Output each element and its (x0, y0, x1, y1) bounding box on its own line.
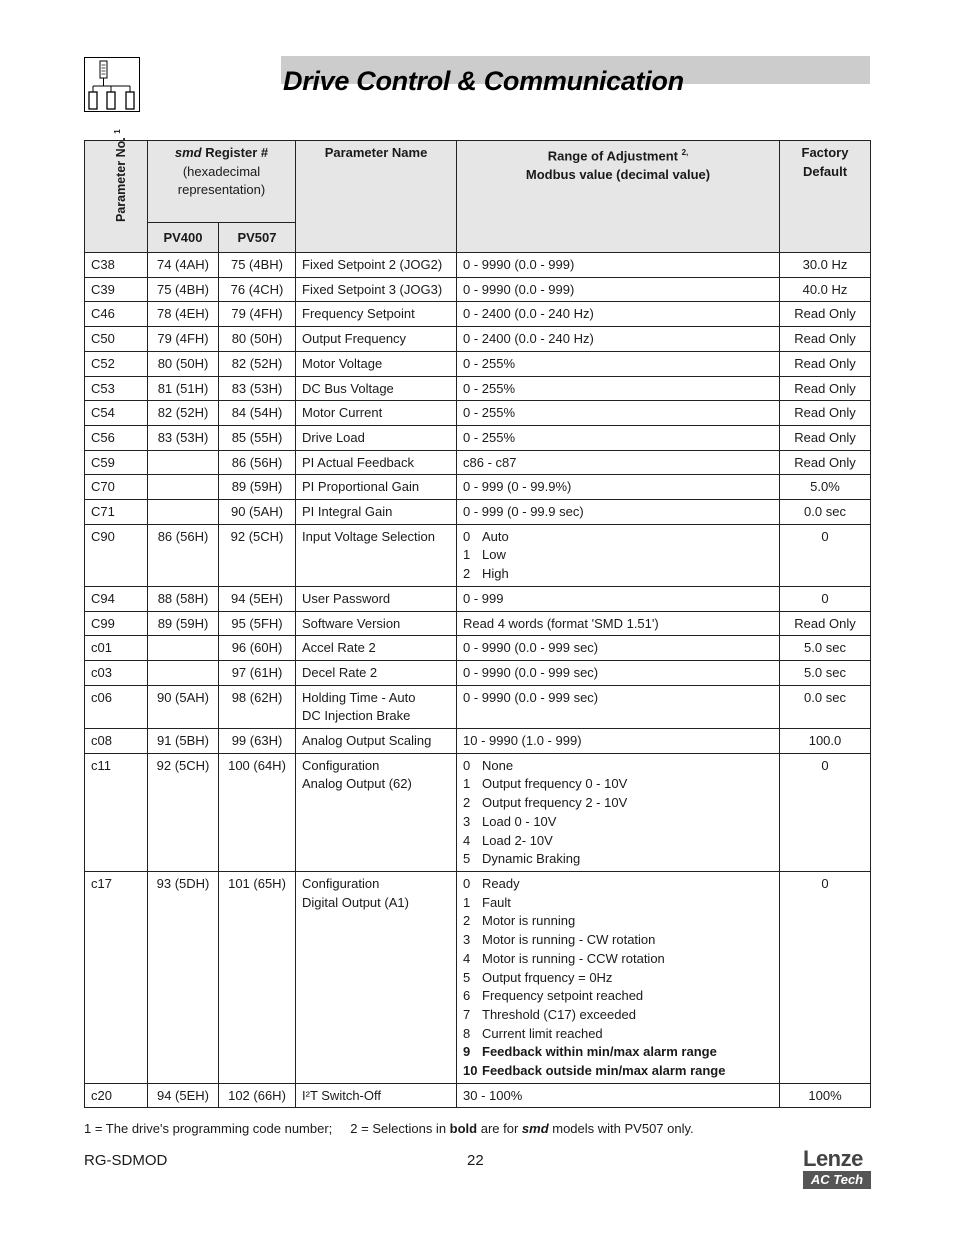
range-option: 4 Motor is running - CCW rotation (463, 950, 665, 966)
table-row (85, 253, 871, 278)
cell-factory-default: 30.0 Hz (780, 253, 871, 278)
range-line: 0 - 255% (463, 405, 516, 421)
table-row (85, 425, 871, 450)
cell-pv507: 75 (4BH) (219, 253, 296, 278)
cell-factory-default: Read Only (780, 376, 871, 401)
cell-pv507: 84 (54H) (219, 401, 296, 426)
range-line: 0 - 255% (463, 380, 516, 396)
cell-parameter-name (296, 871, 457, 1083)
range-line: 0 - 9990 (0.0 - 999) (463, 281, 575, 297)
cell-parameter-no: c17 (85, 871, 148, 1083)
parameter-name-line: Frequency Setpoint (302, 306, 415, 322)
range-option: 5 Dynamic Braking (463, 851, 581, 867)
cell-pv400 (148, 500, 219, 525)
cell-parameter-no: c11 (85, 753, 148, 871)
header-pv400: PV400 (148, 223, 219, 253)
cell-pv507: 98 (62H) (219, 685, 296, 728)
table-row (85, 611, 871, 636)
cell-range (457, 376, 780, 401)
cell-pv507: 96 (60H) (219, 636, 296, 661)
table-row (85, 660, 871, 685)
cell-pv507: 79 (4FH) (219, 302, 296, 327)
parameter-name-line: Accel Rate 2 (302, 640, 376, 656)
cell-pv507: 83 (53H) (219, 376, 296, 401)
table-row (85, 475, 871, 500)
cell-pv507: 95 (5FH) (219, 611, 296, 636)
parameter-table (84, 129, 871, 1108)
cell-parameter-name (296, 1083, 457, 1108)
range-option: 6 Frequency setpoint reached (463, 988, 644, 1004)
cell-pv400: 80 (50H) (148, 351, 219, 376)
cell-parameter-no: C70 (85, 475, 148, 500)
cell-range (457, 450, 780, 475)
cell-pv400: 92 (5CH) (148, 753, 219, 871)
cell-pv400: 75 (4BH) (148, 277, 219, 302)
range-option: 1 Output frequency 0 - 10V (463, 776, 628, 792)
cell-parameter-no: C38 (85, 253, 148, 278)
range-line: 0 - 2400 (0.0 - 240 Hz) (463, 331, 594, 347)
range-option: 1 Low (463, 547, 506, 563)
cell-parameter-name (296, 524, 457, 586)
cell-parameter-name (296, 327, 457, 352)
cell-pv507: 100 (64H) (219, 753, 296, 871)
range-line: 30 - 100% (463, 1087, 523, 1103)
cell-pv400 (148, 636, 219, 661)
cell-parameter-no: c08 (85, 729, 148, 754)
cell-pv507: 82 (52H) (219, 351, 296, 376)
range-option: 0 Ready (463, 875, 520, 891)
range-line: c86 - c87 (463, 454, 517, 470)
range-line: 0 - 9990 (0.0 - 999 sec) (463, 664, 599, 680)
cell-parameter-no: C39 (85, 277, 148, 302)
header-range: Range of Adjustment $^{2,}$ Modbus value (decimal value) (457, 141, 780, 253)
cell-range (457, 277, 780, 302)
cell-factory-default: Read Only (780, 450, 871, 475)
cell-pv400: 81 (51H) (148, 376, 219, 401)
cell-range (457, 636, 780, 661)
range-option: 2 Output frequency 2 - 10V (463, 795, 628, 811)
cell-parameter-name (296, 425, 457, 450)
cell-range (457, 302, 780, 327)
parameter-name-line: Analog Output Scaling (302, 733, 432, 749)
cell-range (457, 500, 780, 525)
cell-pv507: 76 (4CH) (219, 277, 296, 302)
table-row (85, 524, 871, 586)
cell-factory-default: 0.0 sec (780, 685, 871, 728)
cell-range (457, 586, 780, 611)
header-pv507: PV507 (219, 223, 296, 253)
cell-pv400: 93 (5DH) (148, 871, 219, 1083)
parameter-name-line: Motor Voltage (302, 355, 383, 371)
cell-parameter-no: C53 (85, 376, 148, 401)
parameter-name-line: Fixed Setpoint 3 (JOG3) (302, 281, 443, 297)
cell-pv507: 90 (5AH) (219, 500, 296, 525)
cell-pv507: 94 (5EH) (219, 586, 296, 611)
range-line: 0 - 999 (463, 590, 504, 606)
cell-factory-default: Read Only (780, 327, 871, 352)
parameter-name-line: Output Frequency (302, 331, 407, 347)
cell-pv507: 97 (61H) (219, 660, 296, 685)
cell-pv400: 94 (5EH) (148, 1083, 219, 1108)
cell-pv400: 89 (59H) (148, 611, 219, 636)
cell-range (457, 685, 780, 728)
cell-parameter-name (296, 450, 457, 475)
parameter-name-line: Analog Output (62) (302, 776, 412, 792)
cell-pv507: 101 (65H) (219, 871, 296, 1083)
cell-pv507: 85 (55H) (219, 425, 296, 450)
table-row (85, 450, 871, 475)
range-option: 0 None (463, 757, 514, 773)
cell-factory-default: 5.0 sec (780, 660, 871, 685)
range-line: 0 - 9990 (0.0 - 999 sec) (463, 640, 599, 656)
cell-pv400: 74 (4AH) (148, 253, 219, 278)
cell-parameter-name (296, 277, 457, 302)
cell-factory-default: 100.0 (780, 729, 871, 754)
cell-parameter-no: C59 (85, 450, 148, 475)
cell-parameter-name (296, 351, 457, 376)
cell-range (457, 327, 780, 352)
cell-range (457, 1083, 780, 1108)
cell-pv400: 88 (58H) (148, 586, 219, 611)
cell-factory-default: 0 (780, 753, 871, 871)
header-factory-default: Factory Default (780, 141, 871, 253)
cell-parameter-name (296, 685, 457, 728)
parameter-name-line: I²T Switch-Off (302, 1087, 381, 1103)
cell-parameter-no: C54 (85, 401, 148, 426)
cell-pv507: 80 (50H) (219, 327, 296, 352)
cell-pv507: 99 (63H) (219, 729, 296, 754)
parameter-name-line: PI Integral Gain (302, 504, 393, 520)
lenze-ac-tech-logo: Lenze AC Tech (803, 1148, 871, 1189)
cell-factory-default: 5.0 sec (780, 636, 871, 661)
range-option: 2 Motor is running (463, 913, 576, 929)
parameter-name-line: Fixed Setpoint 2 (JOG2) (302, 257, 443, 272)
cell-parameter-no: C56 (85, 425, 148, 450)
table-row (85, 753, 871, 871)
range-option: 9 Feedback within min/max alarm range (463, 1044, 717, 1060)
page-number: 22 (467, 1152, 484, 1169)
cell-factory-default: Read Only (780, 401, 871, 426)
cell-range (457, 729, 780, 754)
cell-pv400: 83 (53H) (148, 425, 219, 450)
range-line: 0 - 2400 (0.0 - 240 Hz) (463, 306, 594, 322)
cell-parameter-name (296, 475, 457, 500)
cell-factory-default: 0.0 sec (780, 500, 871, 525)
cell-factory-default: 100% (780, 1083, 871, 1108)
cell-pv400: 91 (5BH) (148, 729, 219, 754)
range-line: 10 - 9990 (1.0 - 999) (463, 733, 582, 749)
cell-parameter-no: c06 (85, 685, 148, 728)
parameter-name-line: PI Actual Feedback (302, 454, 415, 470)
parameter-name-line: DC Injection Brake (302, 708, 411, 724)
cell-range (457, 660, 780, 685)
cell-pv507: 89 (59H) (219, 475, 296, 500)
cell-parameter-no: c01 (85, 636, 148, 661)
cell-factory-default: 0 (780, 524, 871, 586)
cell-range (457, 253, 780, 278)
table-row (85, 586, 871, 611)
cell-parameter-no: C71 (85, 500, 148, 525)
range-option: 3 Motor is running - CW rotation (463, 932, 656, 948)
cell-pv400: 90 (5AH) (148, 685, 219, 728)
cell-parameter-no: C94 (85, 586, 148, 611)
range-option: 10 Feedback outside min/max alarm range (463, 1063, 726, 1079)
range-line: 0 - 255% (463, 355, 516, 371)
parameter-name-line: PI Proportional Gain (302, 479, 420, 495)
table-row (85, 685, 871, 728)
page-title: Drive Control & Communication (283, 66, 684, 96)
cell-parameter-no: C90 (85, 524, 148, 586)
cell-range (457, 425, 780, 450)
cell-factory-default: 0 (780, 871, 871, 1083)
range-line: 0 - 999 (0 - 99.9 sec) (463, 504, 584, 520)
parameter-name-line: Holding Time - Auto (302, 689, 416, 705)
range-option: 5 Output frquency = 0Hz (463, 969, 613, 985)
range-option: 3 Load 0 - 10V (463, 813, 557, 829)
cell-parameter-no: C99 (85, 611, 148, 636)
cell-pv400: 82 (52H) (148, 401, 219, 426)
cell-parameter-name (296, 753, 457, 871)
table-row (85, 376, 871, 401)
cell-range (457, 753, 780, 871)
cell-pv507: 102 (66H) (219, 1083, 296, 1108)
cell-parameter-name (296, 636, 457, 661)
table-row (85, 500, 871, 525)
cell-parameter-name (296, 586, 457, 611)
range-option: 8 Current limit reached (463, 1025, 603, 1041)
cell-parameter-name (296, 660, 457, 685)
header-parameter-no: Parameter No. $^1$ (85, 141, 148, 253)
cell-factory-default: 0 (780, 586, 871, 611)
parameter-name-line: DC Bus Voltage (302, 380, 394, 396)
cell-factory-default: 5.0% (780, 475, 871, 500)
range-option: 2 High (463, 566, 509, 582)
cell-parameter-no: C52 (85, 351, 148, 376)
table-row (85, 871, 871, 1083)
range-line: 0 - 999 (0 - 99.9%) (463, 479, 572, 495)
cell-parameter-name (296, 611, 457, 636)
range-line: 0 - 9990 (0.0 - 999) (463, 257, 575, 272)
range-option: 4 Load 2- 10V (463, 832, 553, 848)
parameter-name-line: User Password (302, 590, 391, 606)
table-row (85, 327, 871, 352)
cell-parameter-no: c20 (85, 1083, 148, 1108)
table-row (85, 351, 871, 376)
table-row (85, 401, 871, 426)
cell-pv400 (148, 475, 219, 500)
cell-parameter-no: C50 (85, 327, 148, 352)
range-line: 0 - 255% (463, 429, 516, 445)
parameter-name-line: Configuration (302, 757, 380, 773)
cell-parameter-name (296, 729, 457, 754)
parameter-name-line: Digital Output (A1) (302, 894, 409, 910)
table-row (85, 636, 871, 661)
cell-parameter-name (296, 376, 457, 401)
cell-factory-default: Read Only (780, 425, 871, 450)
range-line: Read 4 words (format 'SMD 1.51') (463, 615, 659, 631)
document-id: RG-SDMOD (84, 1152, 168, 1169)
network-diagram-icon (84, 57, 140, 112)
range-line: 0 - 9990 (0.0 - 999 sec) (463, 689, 599, 705)
cell-factory-default: 40.0 Hz (780, 277, 871, 302)
cell-parameter-name (296, 253, 457, 278)
range-option: 1 Fault (463, 894, 511, 910)
parameter-name-line: Software Version (302, 615, 401, 631)
cell-range (457, 871, 780, 1083)
parameter-name-line: Motor Current (302, 405, 383, 421)
parameter-name-line: Drive Load (302, 429, 365, 445)
table-row (85, 277, 871, 302)
cell-pv507: 92 (5CH) (219, 524, 296, 586)
cell-range (457, 524, 780, 586)
table-row (85, 1083, 871, 1108)
header-register: smd Register # (hexadecimal representation) (148, 141, 296, 223)
footnote: 1 = The drive's programming code number; 2 = Selections in bold are for smd models with PV507 only. (84, 1121, 694, 1136)
range-option: 0 Auto (463, 528, 509, 544)
table-row (85, 729, 871, 754)
cell-parameter-no: c03 (85, 660, 148, 685)
parameter-name-line: Decel Rate 2 (302, 664, 378, 680)
cell-pv400 (148, 660, 219, 685)
cell-pv400: 78 (4EH) (148, 302, 219, 327)
range-option: 7 Threshold (C17) exceeded (463, 1006, 636, 1022)
cell-pv507: 86 (56H) (219, 450, 296, 475)
cell-range (457, 611, 780, 636)
cell-range (457, 401, 780, 426)
cell-factory-default: Read Only (780, 302, 871, 327)
cell-parameter-name (296, 500, 457, 525)
cell-factory-default: Read Only (780, 611, 871, 636)
cell-parameter-name (296, 302, 457, 327)
table-row (85, 302, 871, 327)
cell-pv400: 86 (56H) (148, 524, 219, 586)
header-parameter-name: Parameter Name (296, 141, 457, 253)
parameter-name-line: Configuration (302, 875, 380, 891)
cell-parameter-no: C46 (85, 302, 148, 327)
cell-range (457, 475, 780, 500)
cell-pv400: 79 (4FH) (148, 327, 219, 352)
cell-pv400 (148, 450, 219, 475)
cell-parameter-name (296, 401, 457, 426)
cell-range (457, 351, 780, 376)
parameter-name-line: Input Voltage Selection (302, 528, 435, 544)
cell-factory-default: Read Only (780, 351, 871, 376)
